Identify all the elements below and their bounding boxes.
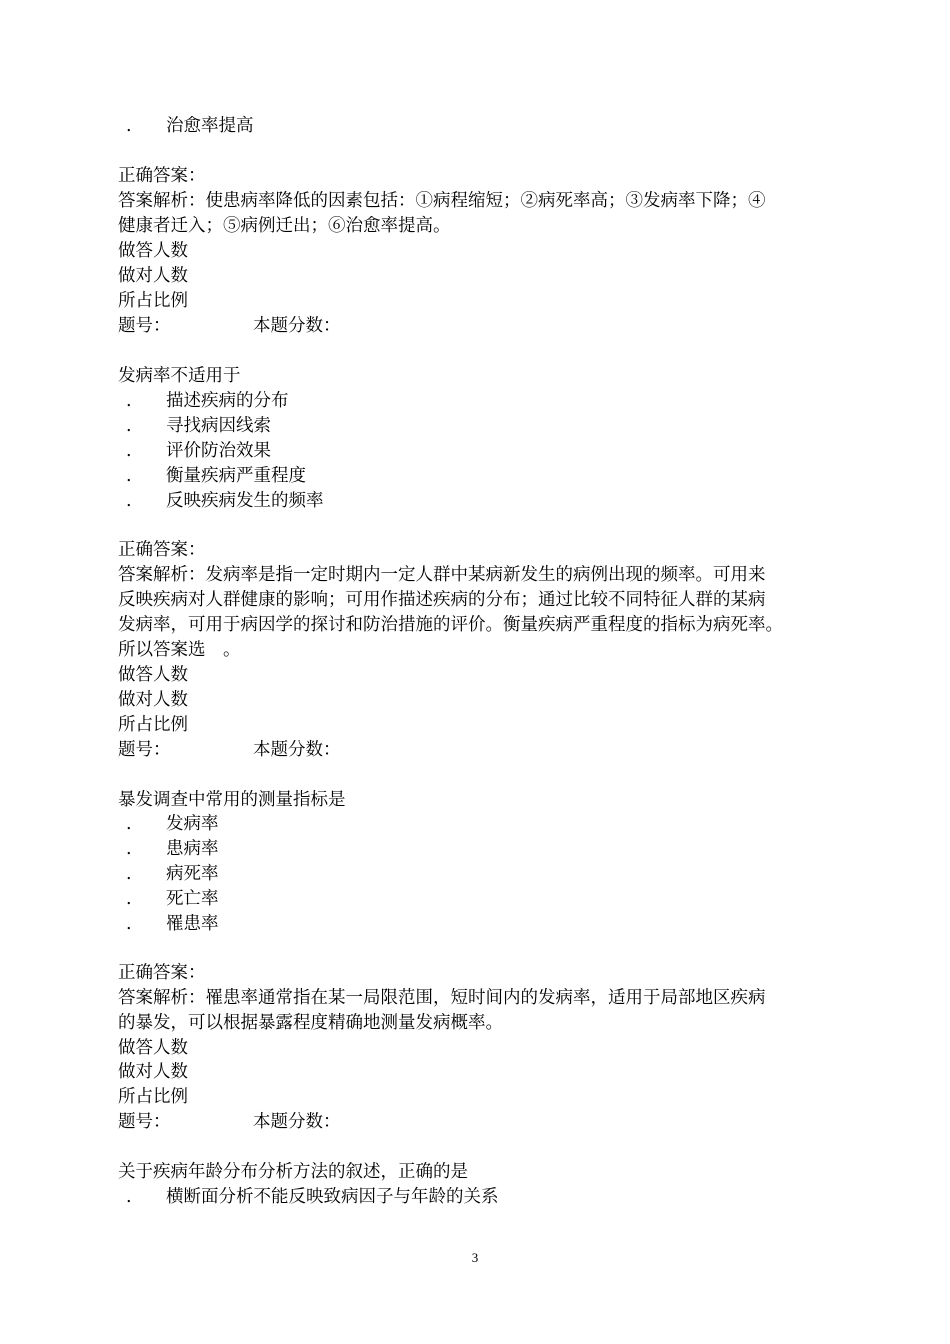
option-marker: . [126, 116, 132, 136]
score-label: 本题分数： [253, 1112, 341, 1132]
analysis-line: 答案解析：使患病率降低的因素包括：①病程缩短；②病死率高；③发病率下降；④ [118, 191, 766, 211]
stat-correct: 做对人数 [118, 266, 188, 286]
stat-ratio: 所占比例 [118, 715, 188, 735]
question-number-label: 题号： [118, 316, 171, 336]
option-text: 罹患率 [166, 914, 219, 934]
stat-ratio: 所占比例 [118, 1087, 188, 1107]
analysis-line: 的暴发，可以根据暴露程度精确地测量发病概率。 [118, 1013, 503, 1033]
option-marker: . [126, 864, 132, 884]
option-text: 寻找病因线索 [166, 416, 271, 436]
question-stem: 发病率不适用于 [118, 366, 241, 386]
stat-correct: 做对人数 [118, 690, 188, 710]
stat-ratio: 所占比例 [118, 291, 188, 311]
stat-correct: 做对人数 [118, 1062, 188, 1082]
question-number-label: 题号： [118, 1112, 171, 1132]
stat-respondents: 做答人数 [118, 1038, 188, 1058]
option-marker: . [126, 391, 132, 411]
answer-label: 正确答案： [118, 540, 206, 560]
analysis-line: 健康者迁入；⑤病例迁出；⑥治愈率提高。 [118, 216, 451, 236]
question-stem: 关于疾病年龄分布分析方法的叙述，正确的是 [118, 1162, 468, 1182]
analysis-line: 反映疾病对人群健康的影响；可用作描述疾病的分布；通过比较不同特征人群的某病 [118, 590, 766, 610]
option-text: 治愈率提高 [166, 116, 254, 136]
option-marker: . [126, 889, 132, 909]
option-text: 死亡率 [166, 889, 219, 909]
analysis-line: 答案解析：罹患率通常指在某一局限范围，短时间内的发病率，适用于局部地区疾病 [118, 988, 766, 1008]
option-marker: . [126, 416, 132, 436]
option-marker: . [126, 466, 132, 486]
question-number-label: 题号： [118, 740, 171, 760]
analysis-line: 答案解析：发病率是指一定时期内一定人群中某病新发生的病例出现的频率。可用来 [118, 565, 766, 585]
stat-respondents: 做答人数 [118, 241, 188, 261]
option-text: 描述疾病的分布 [166, 391, 289, 411]
page-number: 3 [471, 1250, 479, 1265]
option-text: 发病率 [166, 814, 219, 834]
analysis-line: 发病率，可用于病因学的探讨和防治措施的评价。衡量疾病严重程度的指标为病死率。 [118, 615, 783, 635]
option-marker: . [126, 441, 132, 461]
option-text: 衡量疾病严重程度 [166, 466, 306, 486]
option-marker: . [126, 1187, 132, 1207]
option-marker: . [126, 814, 132, 834]
answer-label: 正确答案： [118, 166, 206, 186]
option-text: 患病率 [166, 839, 219, 859]
score-label: 本题分数： [253, 740, 341, 760]
analysis-line: 所以答案选 。 [118, 640, 241, 660]
option-marker: . [126, 839, 132, 859]
option-marker: . [126, 491, 132, 511]
option-text: 评价防治效果 [166, 441, 271, 461]
score-label: 本题分数： [253, 316, 341, 336]
answer-label: 正确答案： [118, 963, 206, 983]
option-text: 病死率 [166, 864, 219, 884]
question-stem: 暴发调查中常用的测量指标是 [118, 790, 346, 810]
stat-respondents: 做答人数 [118, 665, 188, 685]
option-text: 横断面分析不能反映致病因子与年龄的关系 [166, 1187, 499, 1207]
option-text: 反映疾病发生的频率 [166, 491, 324, 511]
option-marker: . [126, 914, 132, 934]
